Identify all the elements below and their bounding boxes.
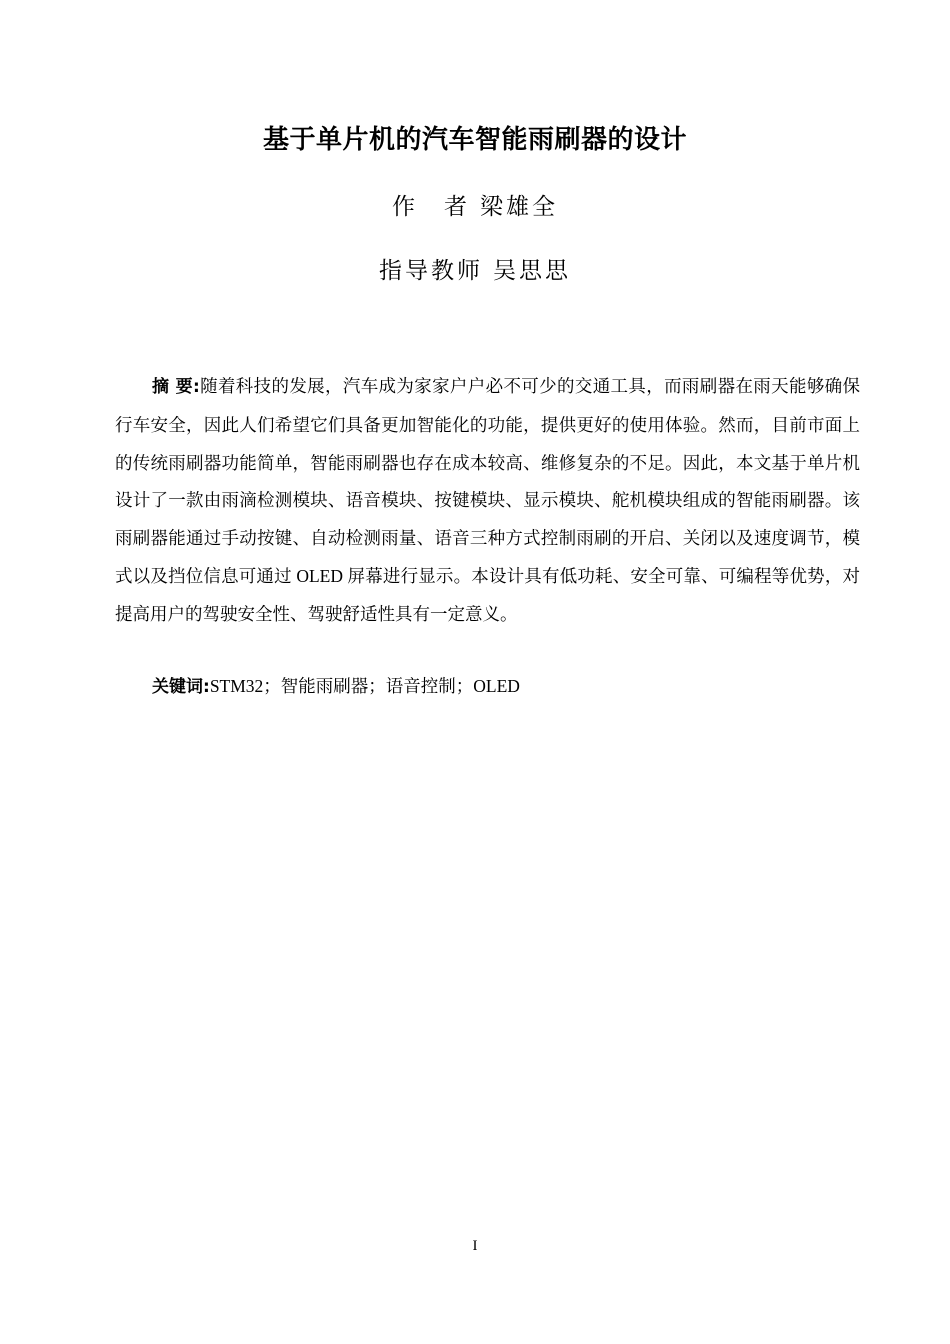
author-label: 作 者 (392, 194, 470, 220)
author-line (0, 192, 950, 222)
keywords-text: STM32；智能雨刷器；语音控制；OLED (209, 676, 520, 696)
abstract-paragraph (115, 368, 860, 634)
keywords-heading: 关键词: (152, 677, 210, 697)
author-name: 梁雄全 (480, 194, 558, 220)
page-number: I (472, 1238, 478, 1254)
abstract-heading: 摘 要: (152, 377, 200, 397)
keywords-line (152, 668, 852, 707)
abstract-text: 随着科技的发展，汽车成为家家户户必不可少的交通工具，而雨刷器在雨天能够确保行车安全，因此人们希望它们具备更加智能化的功能，提供更好的使用体验。然而，目前市面上的传统雨刷器功能简单，智能雨刷器也存在成本较高、维修复杂的不足。因此，本文基于单片机设计了一款由雨滴检测模块、语音模块、按键模块、显示模块、舵机模块组成的智能雨刷器。该雨刷器能通过手动按键、自动检测雨量、语音三种方式控制雨刷的开启、关闭以及速度调节，模式以及挡位信息可通过 OLED 屏幕进行显示。本设计具有低功耗、安全可靠、可编程等优势，对提高用户的驾驶安全性、驾驶舒适性具有一定意义。 (115, 376, 861, 624)
advisor-line (0, 256, 950, 286)
advisor-name: 吴思思 (493, 258, 571, 284)
document-title: 基于单片机的汽车智能雨刷器的设计 (262, 125, 687, 155)
advisor-label: 指导教师 (379, 258, 483, 284)
